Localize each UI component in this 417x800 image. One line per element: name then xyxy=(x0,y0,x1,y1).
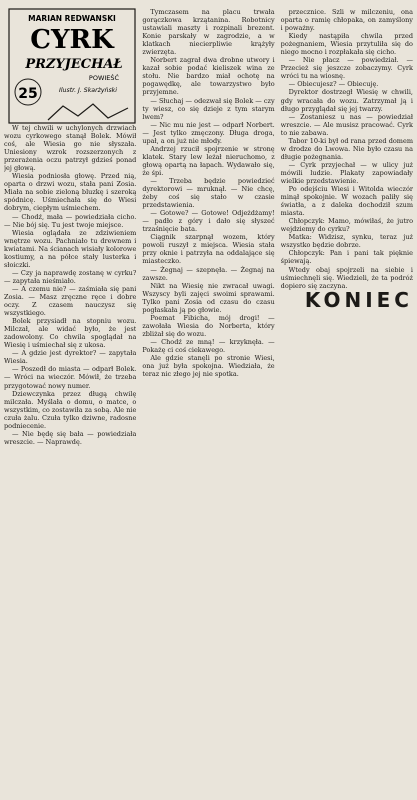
paragraph: — Nie będę się bała — powiedziała wreszcie. — Naprawdę. xyxy=(4,429,137,446)
paragraph: — Zostaniesz u nas — powiedział wreszcie. — Ale musisz pracować. Cyrk to nie zabawa. xyxy=(280,112,413,137)
paragraph: — Nie płacz — powiedział. — Przecież się jeszcze zobaczymy. Cyrk wróci tu na wiosnę. xyxy=(280,56,413,81)
subtitle: POWIEŚĆ xyxy=(88,74,120,82)
paragraph: Nikt na Wiesię nie zwracał uwagi. Wszyscy byli zajęci swoimi sprawami. Tylko pani Zosia od czasu do czasu pogłaskała ją po głowie. xyxy=(142,281,275,314)
paragraph: — Słuchaj — odezwał się Bolek — czy ty wiesz, co się dzieje z tym starym lwem? xyxy=(142,96,275,121)
paragraph: — Chodź, mała — powiedziała cicho. — Nie bój się. Tu jest twoje miejsce. xyxy=(4,212,137,229)
paragraph: Po odejściu Wiesi i Witolda wieczór minął spokojnie. W wozach paliły się światła, a z daleka dochodził szum miasta. xyxy=(280,185,413,218)
column-1 xyxy=(4,8,136,796)
episode-number: 25 xyxy=(18,86,38,102)
paragraph: Dyrektor dostrzegł Wiesię w chwili, gdy wracała do wozu. Zatrzymał ją i długo przyglądał się jej twarzy. xyxy=(280,88,413,113)
paragraph: W tej chwili w uchylonych drzwiach wozu cyrkowego stanął Bolek. Mówił coś, ale Wiesia go nie słyszała. Uniesiony wzrok rozszerzonych z przerażenia oczu patrzył gdzieś ponad jej głową. xyxy=(4,124,137,173)
paragraph: Ciągnik szarpnął wozem, który powoli ruszył z miejsca. Wiesia stała przy oknie i patrzyła na oddalające się miasteczko. xyxy=(142,233,275,266)
paragraph: — Cyrk przyjechał — w ulicy już mówili ludzie. Plakaty zapowiadały wielkie przedstawienie. xyxy=(280,160,413,185)
paragraph: przecznice. Szli w milczeniu, ona oparta o ramię chłopaka, on zamyślony i poważny. xyxy=(280,8,413,33)
paragraph: — A gdzie jest dyrektor? — zapytała Wiesia. xyxy=(4,349,137,366)
paragraph: Dziewczynka przez długą chwilę milczała. Myślała o domu, o matce, o wszystkim, co zostawiła za sobą. Ale nie czuła żalu. Czuła tylko dziwne, radosne podniecenie. xyxy=(4,389,137,430)
paragraph: Ale gdzie stanęli po stronie Wiesi, ona już była spokojna. Wiedziała, że teraz nic złego jej nie spotka. xyxy=(142,354,275,379)
title-word-2: PRZYJECHAŁ xyxy=(25,57,123,72)
paragraph: — Gotowe? — Gotowe! Odjeżdżamy! — padło z góry i dało się słyszeć trzaśnięcie bata. xyxy=(142,209,275,234)
paragraph: Bolek przysiadł na stopniu wozu. Milczał, ale widać było, że jest zadowolony. Co chwila spoglądał na Wiesię i uśmiechał się z ukosa. xyxy=(4,317,137,350)
paragraph: Chłopczyk: Mamo, mówiłaś, że jutro wejdziemy do cyrku? xyxy=(280,217,413,234)
article-columns xyxy=(4,8,413,796)
title-word-1: CYRK xyxy=(30,25,114,55)
paragraph: Matka: Widzisz, synku, teraz już wszystko będzie dobrze. xyxy=(280,233,413,250)
paragraph: Tymczasem na placu trwała gorączkowa krzątanina. Robotnicy ustawiali maszty i rozpinali brezent. Konie parskały w zagrodzie, a w klatkach niecierpliwie krążyły zwierzęta. xyxy=(142,8,275,57)
paragraph: Norbert zagrał dwa drobne utwory i kazał sobie podać kieliszek wina ze stołu. Nie bardzo miał ochotę na pogawędkę, ale towarzystwo było przyjemne. xyxy=(142,56,275,97)
paragraph: Chłopczyk: Pan i pani tak pięknie śpiewają. xyxy=(280,249,413,266)
paragraph: — Nic mu nie jest — odparł Norbert. — Jest tylko zmęczony. Długa droga, upał, a on już nie młody. xyxy=(142,120,275,145)
paragraph: Wiesia podniosła głowę. Przed nią, oparta o drzwi wozu, stała pani Zosia. Miała na sobie zieloną bluzkę i szeroką spódnicę. Uśmiechała się do Wiesi dobrym, ciepłym uśmiechem. xyxy=(4,172,137,213)
paragraph: Wtedy obaj spojrzeli na siebie i uśmiechnęli się. Wiedzieli, że ta podróż dopiero się zaczyna. xyxy=(280,265,413,290)
paragraph: — A czemu nie? — zaśmiała się pani Zosia. — Masz zręczne ręce i dobre oczy. Z czasem nauczysz się wszystkiego. xyxy=(4,284,137,318)
paragraph: — Czy ja naprawdę zostanę w cyrku? — zapytała nieśmiało. xyxy=(4,268,137,285)
paragraph: Wiesia oglądała ze zdziwieniem wnętrze wozu. Pachniało tu drewnem i kwiatami. Na ścianach wisiały kolorowe kostiumy, a na półce stały lusterka i słoiczki. xyxy=(4,228,137,269)
column-3 xyxy=(281,8,413,796)
paragraph: Kiedy nastąpiła chwila przed pożegnaniem, Wiesia przytuliła się do niego mocno i rozpłakała się cicho. xyxy=(280,32,413,57)
paragraph: — Trzeba będzie powiedzieć dyrektorowi — mruknął. — Nie chcę, żeby coś się stało w czasie przedstawienia. xyxy=(142,176,275,210)
author-name: MARIAN REDWANSKI xyxy=(28,14,116,23)
paragraph: — Chodź ze mną! — krzyknęła. — Pokażę ci coś ciekawego. xyxy=(142,337,275,354)
paragraph: Tabor 10-ki był od rana przed domem w drodze do Lwowa. Nie było czasu na długie pożegnania. xyxy=(280,136,413,161)
illustrator-credit: Ilustr. J. Skarżyński xyxy=(59,87,117,94)
paragraph: — Poszedł do miasta — odparł Bolek. — Wróci na wieczór. Mówił, że trzeba przygotować nowy numer. xyxy=(4,365,137,390)
paragraph: — Żegnaj — szepnęła. — Żegnaj na zawsze. xyxy=(142,265,275,282)
paragraph: Poemat Fibicha, mój drogi! — zawołała Wiesia do Norberta, który zbliżał się do wozu. xyxy=(142,313,275,338)
paragraph: Andrzej rzucił spojrzenie w stronę klatek. Stary lew leżał nieruchomo, z głową opartą na łapach. Wydawało się, że śpi. xyxy=(142,144,275,177)
ending-word: KONIEC xyxy=(304,287,413,312)
paragraph: — Obiecujesz? — Obiecuję. xyxy=(288,80,379,89)
column-2 xyxy=(142,8,274,796)
